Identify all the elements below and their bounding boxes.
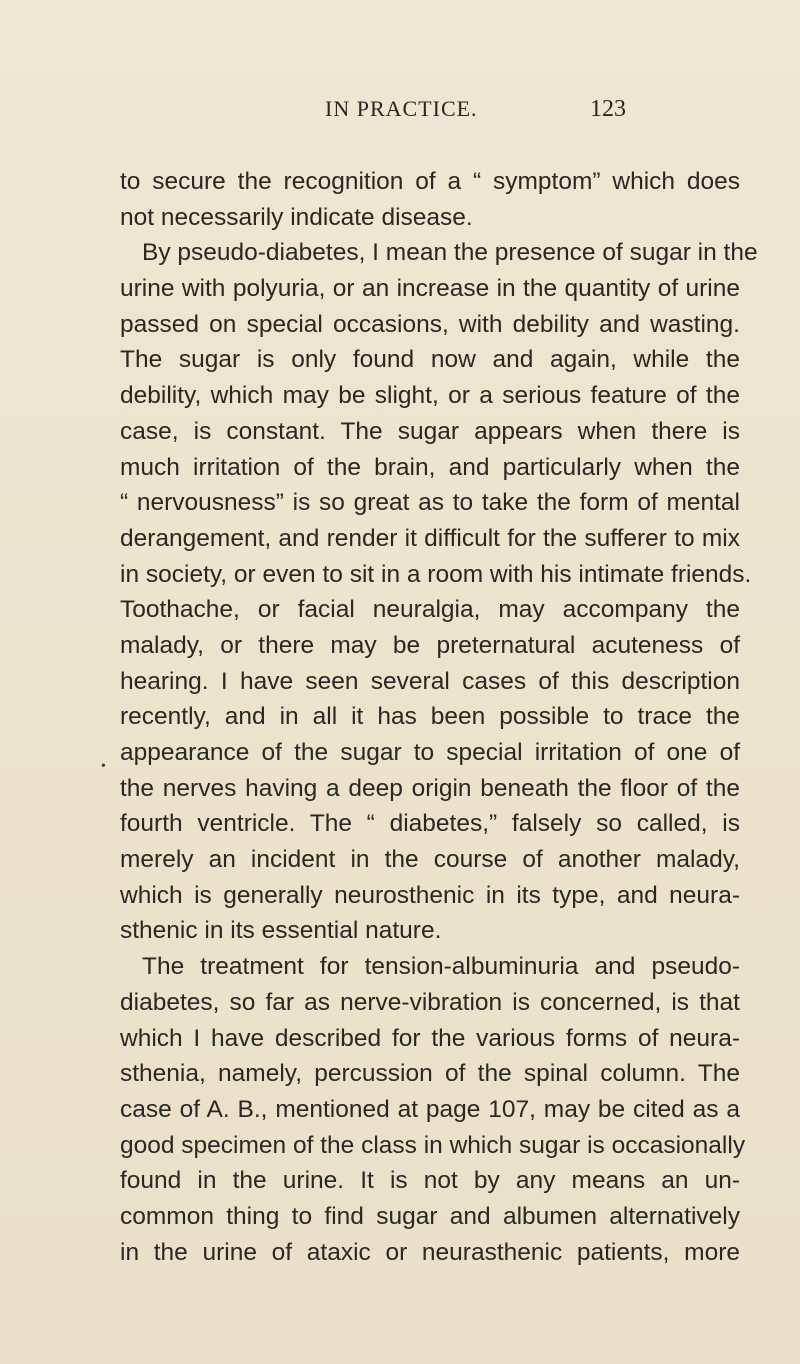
body-text [120,164,758,1270]
text-line: to secure the recognition of a “ symptom” which does [120,168,740,195]
text-line: good specimen of the class in which sugar is occasionally [120,1131,746,1159]
text-line: case, is constant. The sugar appears when there is [120,417,740,445]
text-line: The sugar is only found now and again, while the [120,346,740,374]
text-line: passed on special occasions, with debility and wasting. [120,310,740,338]
text-line: The treatment for tension-albuminuria and pseudo- [142,953,740,981]
text-line: hearing. I have seen several cases of this description [120,667,740,695]
text-line: sthenic in its essential nature. [120,917,442,945]
text-line: urine with polyuria, or an increase in the quantity of urine [120,275,740,303]
text-line: which I have described for the various forms of neura- [120,1024,740,1052]
page-number: 123 [590,96,626,122]
text-line: diabetes, so far as nerve-vibration is concerned, is that [120,988,740,1016]
text-line: common thing to find sugar and albumen alternatively [120,1202,740,1230]
text-line: malady, or there may be preternatural acuteness of [120,631,740,659]
text-line: By pseudo-diabetes, I mean the presence of sugar in the [142,239,758,267]
header-title: IN PRACTICE. [325,96,478,121]
text-line: the nerves having a deep origin beneath the floor of the [120,774,740,802]
text-line: much irritation of the brain, and particularly when the [120,453,740,481]
text-line: which is generally neurosthenic in its type, and neura- [120,881,740,909]
text-line: in society, or even to sit in a room with his intimate friends. [120,560,752,588]
text-line: case of A. B., mentioned at page 107, may be cited as a [120,1095,740,1123]
text-line: sthenia, namely, percussion of the spinal column. The [120,1060,740,1088]
text-line: in the urine of ataxic or neurasthenic patients, more [120,1238,740,1266]
text-line: derangement, and render it difficult for the sufferer to mix [120,524,740,552]
running-header [0,90,800,130]
text-line: recently, and in all it has been possible to trace the [120,703,740,731]
text-line: merely an incident in the course of another malady, [120,846,740,874]
text-line: Toothache, or facial neuralgia, may accompany the [120,596,740,624]
margin-mark: • [101,759,106,774]
text-line: appearance of the sugar to special irritation of one of [120,739,740,766]
text-line: debility, which may be slight, or a serious feature of the [120,382,740,410]
text-line: not necessarily indicate disease. [120,203,473,231]
text-line: found in the urine. It is not by any means an un- [120,1167,740,1195]
text-line: “ nervousness” is so great as to take the form of mental [120,489,740,517]
text-line: fourth ventricle. The “ diabetes,” falsely so called, is [120,810,740,838]
